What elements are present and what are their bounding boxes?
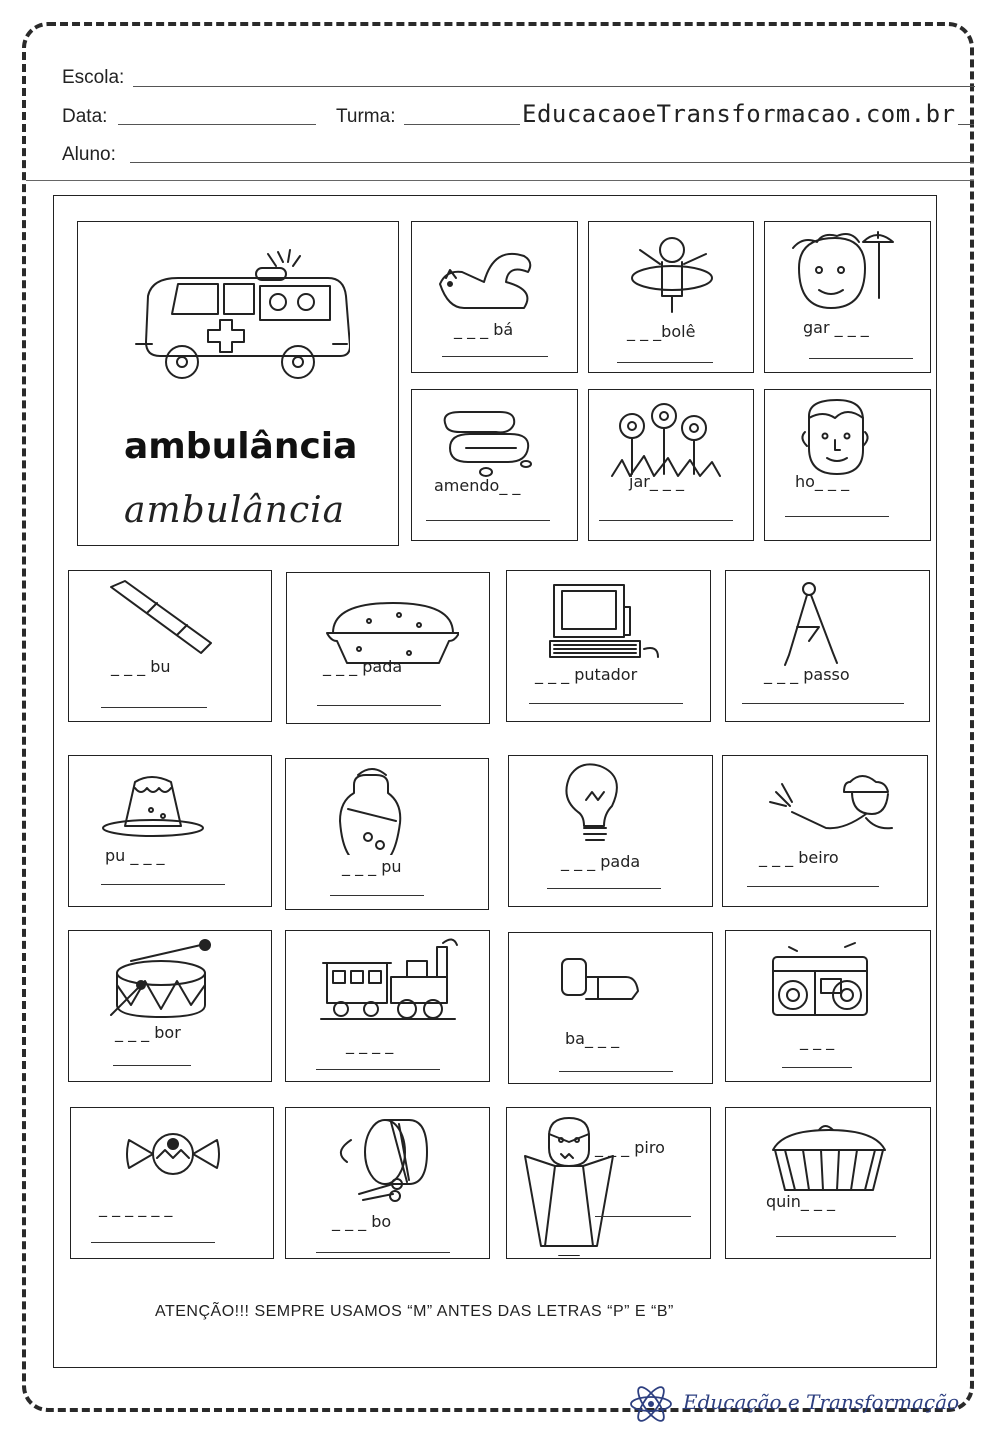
- answer-line[interactable]: [101, 884, 225, 885]
- date-label: Data:: [62, 106, 108, 127]
- word-prompt: _ _ _ pu: [342, 857, 402, 876]
- header-divider: [26, 180, 974, 181]
- pie-icon: [319, 579, 459, 669]
- exercise-card: [764, 389, 931, 541]
- date-field[interactable]: [118, 124, 316, 125]
- bass-drum-icon: [319, 1114, 459, 1204]
- word-prompt: _ _ _ beiro: [759, 848, 839, 867]
- exercise-card: [411, 221, 578, 373]
- exercise-card: [588, 389, 754, 541]
- answer-line[interactable]: [330, 895, 424, 896]
- word-prompt: _ _ _ putador: [535, 665, 638, 684]
- feature-word-print: ambulância: [124, 426, 358, 467]
- word-prompt: gar _ _ _: [803, 318, 869, 337]
- exercise-card: [508, 755, 713, 907]
- peanut-icon: [426, 396, 566, 486]
- shampoo-icon: [318, 765, 458, 855]
- answer-line[interactable]: [559, 1071, 673, 1072]
- answer-line[interactable]: [617, 362, 713, 363]
- word-prompt: _ _ _ bor: [115, 1023, 181, 1042]
- exercise-card: [285, 758, 489, 910]
- waiter-icon: [779, 228, 919, 318]
- compass-icon: [759, 577, 899, 667]
- word-prompt: _ _ _: [800, 1031, 835, 1050]
- answer-line[interactable]: [782, 1067, 852, 1068]
- lipstick-icon: [542, 939, 682, 1029]
- answer-line[interactable]: [776, 1236, 896, 1237]
- answer-line[interactable]: [101, 707, 207, 708]
- word-prompt: _ _ _ pada: [561, 852, 641, 871]
- exercise-card: [68, 570, 272, 722]
- vampire-icon: [515, 1116, 655, 1256]
- atom-logo-icon: [628, 1386, 674, 1422]
- exercise-card: [725, 1107, 931, 1259]
- answer-line[interactable]: [595, 1216, 691, 1217]
- answer-line[interactable]: [316, 1252, 450, 1253]
- exercise-card: [506, 1107, 711, 1259]
- bamboo-icon: [101, 577, 241, 667]
- exercise-card: [725, 930, 931, 1082]
- cupcake-icon: [759, 1114, 899, 1204]
- drum-icon: [101, 937, 241, 1027]
- answer-line[interactable]: [113, 1065, 191, 1066]
- word-prompt: ba_ _ _: [565, 1029, 620, 1048]
- class-field-tail: [958, 124, 974, 125]
- exercise-card: [70, 1107, 274, 1259]
- attention-note: ATENÇÃO!!! SEMPRE USAMOS “M” ANTES DAS LETRAS “P” E “B”: [155, 1303, 674, 1320]
- answer-line[interactable]: [442, 356, 548, 357]
- word-prompt: _ _ _ bá: [454, 320, 514, 339]
- pudding-icon: [101, 762, 241, 852]
- word-prompt: _ _ _ _: [346, 1035, 394, 1054]
- word-prompt: _ _ _ passo: [764, 665, 850, 684]
- firefighter-icon: [756, 762, 896, 852]
- answer-line[interactable]: [91, 1242, 215, 1243]
- computer-icon: [540, 577, 680, 667]
- exercise-card: [508, 932, 713, 1084]
- answer-line[interactable]: [547, 888, 661, 889]
- train-icon: [319, 937, 459, 1027]
- answer-line[interactable]: [599, 520, 733, 521]
- light-bulb-icon: [542, 762, 682, 852]
- answer-line[interactable]: [785, 516, 889, 517]
- school-field[interactable]: [133, 86, 975, 87]
- answer-line[interactable]: [316, 1069, 440, 1070]
- exercise-card: [506, 570, 711, 722]
- answer-line[interactable]: [742, 703, 904, 704]
- exercise-card: [285, 930, 490, 1082]
- ambulance-icon: [128, 244, 350, 394]
- exercise-card: [285, 1107, 490, 1259]
- site-url: EducacaoeTransformacao.com.br: [522, 100, 956, 128]
- exercise-card: [764, 221, 931, 373]
- hula-hoop-girl-icon: [602, 228, 742, 318]
- word-prompt: _ _ _ _ _ _: [99, 1198, 173, 1217]
- school-label: Escola:: [62, 67, 125, 88]
- word-prompt: pu _ _ _: [105, 846, 165, 865]
- answer-line[interactable]: [426, 520, 550, 521]
- word-prompt: _ _ _bolê: [627, 322, 696, 341]
- exercise-card: [68, 755, 272, 907]
- exercise-card: [588, 221, 754, 373]
- footer-brand: Educação e Transformação: [683, 1390, 960, 1414]
- answer-line[interactable]: [809, 358, 913, 359]
- word-prompt: _ _ _ piro: [595, 1138, 665, 1157]
- class-label: Turma:: [336, 106, 396, 127]
- student-label: Aluno:: [62, 144, 116, 165]
- candy-icon: [103, 1114, 243, 1204]
- word-prompt: _ _ _ pada: [323, 657, 403, 676]
- answer-line[interactable]: [529, 703, 683, 704]
- word-prompt: _ _ _ bu: [111, 657, 171, 676]
- exercise-card: [722, 755, 928, 907]
- word-prompt: jar_ _ _: [629, 472, 684, 491]
- feature-card: [77, 221, 399, 546]
- class-field[interactable]: [404, 124, 520, 125]
- exercise-card: [286, 572, 490, 724]
- exercise-card: [68, 930, 272, 1082]
- exercise-card: [411, 389, 578, 541]
- answer-line[interactable]: [317, 705, 441, 706]
- skunk-icon: [426, 228, 566, 318]
- word-prompt: quin_ _ _: [766, 1192, 836, 1211]
- word-prompt: _ _ _ bo: [332, 1212, 392, 1231]
- word-prompt: ho_ _ _: [795, 472, 850, 491]
- student-field[interactable]: [130, 162, 974, 163]
- radio-icon: [759, 937, 899, 1027]
- exercise-card: [725, 570, 930, 722]
- answer-line[interactable]: [747, 886, 879, 887]
- feature-word-cursive: ambulância: [124, 490, 346, 531]
- word-prompt: amendo_ _: [434, 476, 521, 495]
